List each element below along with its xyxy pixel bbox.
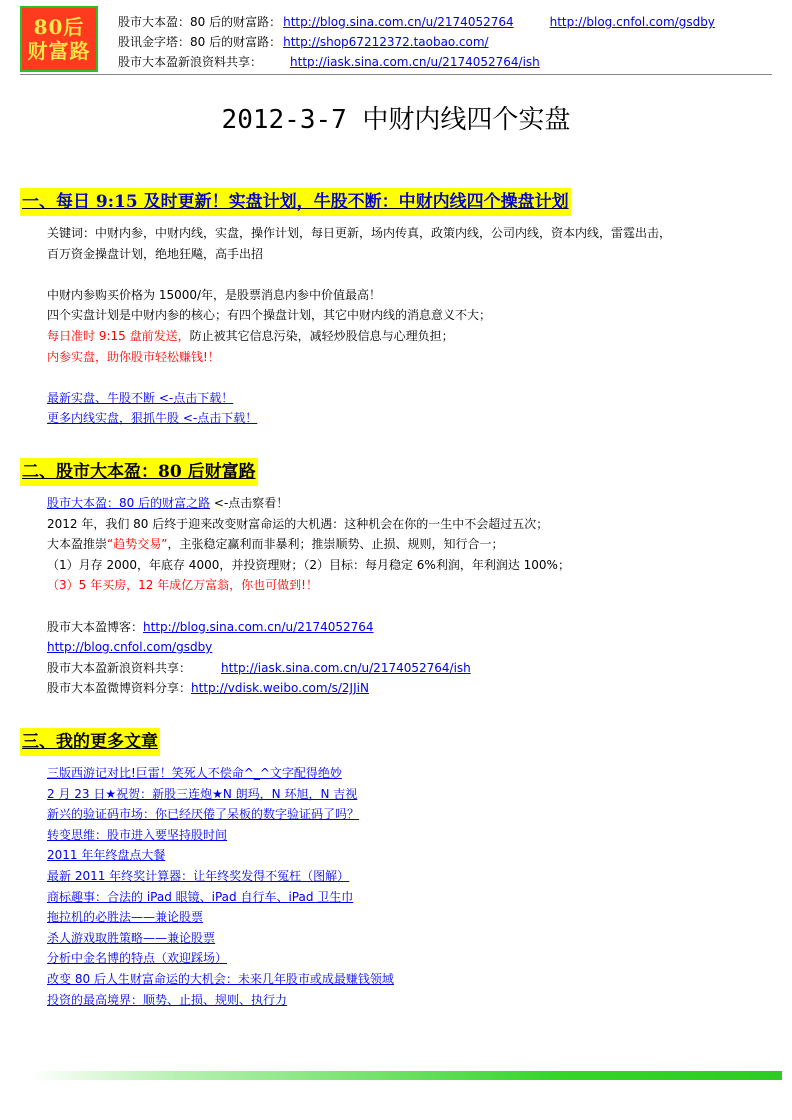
section-1-heading <box>20 188 571 216</box>
header-taobao-link[interactable]: http://shop67212372.taobao.com/ <box>283 35 489 49</box>
header-label-1: 股市大本盈：80 后的财富路： <box>118 15 282 29</box>
article-list <box>47 763 775 1010</box>
list-item <box>47 784 775 805</box>
article-link[interactable]: 2011 年年终盘点大餐 <box>47 848 166 863</box>
iask-label: 股市大本盈新浪资料共享： <box>47 660 192 675</box>
article-link[interactable]: 新兴的验证码市场：你已经厌倦了呆板的数字验证码了吗？ <box>47 807 360 822</box>
weibo-line <box>47 678 775 699</box>
list-item <box>47 763 775 784</box>
list-item <box>47 845 775 866</box>
trend-red: “趋势交易” <box>107 537 168 552</box>
header-iask-link[interactable]: http://iask.sina.com.cn/u/2174052764/ish <box>290 55 540 69</box>
download-line-2 <box>47 408 775 429</box>
road-line <box>47 493 775 514</box>
schedule-text <box>47 326 775 347</box>
header-links <box>118 12 715 72</box>
header-line-2 <box>118 32 715 52</box>
section-1-heading-text: 一、每日 9:15 及时更新！实盘计划，牛股不断：中财内线四个操盘计划 <box>22 192 569 212</box>
schedule-red: 每日准时 9:15 盘前发送， <box>47 328 190 343</box>
list-item <box>47 907 775 928</box>
list-item <box>47 804 775 825</box>
blank-line <box>47 367 775 388</box>
goal-text: （1）月存 2000，年底存 4000，并投资理财；（2）目标：每月稳定 6%利润，年利润达 100%； <box>47 557 570 572</box>
list-item <box>47 948 775 969</box>
article-link[interactable]: 最新 2011 年终奖计算器：让年终奖发得不冤枉（图解） <box>47 868 350 883</box>
slogan-text: 内参实盘，助你股市轻松赚钱!！ <box>47 349 220 364</box>
list-item <box>47 866 775 887</box>
download-line-1 <box>47 388 775 409</box>
download-link-2[interactable]: 更多内线实盘，狠抓牛股 <-点击下载！ <box>47 411 258 426</box>
price-text: 中财内参购买价格为 15000/年，是股票消息内参中价值最高！ <box>47 287 382 302</box>
list-item <box>47 825 775 846</box>
blank-line <box>47 264 775 285</box>
section-3-heading-text: 三、我的更多文章 <box>22 732 158 752</box>
blog-sina-link[interactable]: http://blog.sina.com.cn/u/2174052764 <box>143 619 374 634</box>
section-2-body <box>47 493 775 699</box>
section-2-heading <box>20 458 258 486</box>
list-item <box>47 990 775 1011</box>
blog-label: 股市大本盈博客： <box>47 619 144 634</box>
blank-line <box>47 596 775 617</box>
header-label-3: 股市大本盈新浪资料共享： <box>118 55 263 69</box>
list-item <box>47 928 775 949</box>
header-blog-sina-link[interactable]: http://blog.sina.com.cn/u/2174052764 <box>283 15 514 29</box>
header-line-1 <box>118 12 715 32</box>
list-item <box>47 887 775 908</box>
weibo-label: 股市大本盈微博资料分享： <box>47 681 192 696</box>
logo <box>20 6 98 72</box>
core-text: 四个实盘计划是中财内参的核心；有四个操盘计划，其它中财内线的消息意义不大； <box>47 308 492 323</box>
blog-cnfol-link[interactable]: http://blog.cnfol.com/gsdby <box>47 640 213 655</box>
trend-a: 大本盈推崇 <box>47 537 108 552</box>
schedule-rest: 防止被其它信息污染，减轻炒股信息与心理负担； <box>189 328 454 343</box>
download-link-1[interactable]: 最新实盘、牛股不断 <-点击下载！ <box>47 390 234 405</box>
list-item <box>47 969 775 990</box>
article-link[interactable]: 分析中金名博的特点（欢迎踩场） <box>47 951 228 966</box>
article-link[interactable]: 2 月 23 日★祝贺：新股三连炮★N 朗玛，N 环旭，N 吉视 <box>47 786 358 801</box>
trend-text <box>47 534 775 555</box>
article-link[interactable]: 转变思维：股市进入要坚持股时间 <box>47 827 228 842</box>
wealth-text: （3）5 年买房，12 年成亿万富翁，你也可做到!！ <box>47 578 318 593</box>
section-2-heading-text: 二、股市大本盈：80 后财富路 <box>22 462 256 482</box>
weibo-link[interactable]: http://vdisk.weibo.com/s/2JJiN <box>191 681 369 696</box>
keywords-line-2: 百万资金操盘计划，绝地狂飚，高手出招 <box>47 246 264 261</box>
section-3-heading <box>20 728 160 756</box>
road-link[interactable]: 股市大本盈：80 后的财富之路 <box>47 496 211 510</box>
keywords-line-1: 关键词：中财内参，中财内线，实盘，操作计划，每日更新，场内传真，政策内线，公司内线，资本内线，雷霆出击， <box>47 226 672 240</box>
blog-line <box>47 617 775 638</box>
section-1-body <box>47 223 775 429</box>
iask-line <box>47 658 775 679</box>
opportunity-text: 2012 年，我们 80 后终于迎来改变财富命运的大机遇：这种机会在你的一生中不会超过五次； <box>47 516 549 531</box>
road-link-suffix: <-点击察看！ <box>210 496 289 510</box>
article-link[interactable]: 拖拉机的必胜法——兼论股票 <box>47 910 204 925</box>
footer-gradient-bar <box>30 1071 782 1080</box>
article-link[interactable]: 杀人游戏取胜策略——兼论股票 <box>47 930 216 945</box>
cnfol-line <box>47 637 775 658</box>
trend-b: ，主张稳定赢利而非暴利；推崇顺势、止损、规则，知行合一； <box>167 537 504 552</box>
logo-line-2: 财富路 <box>27 39 91 63</box>
article-link[interactable]: 三版西游记对比!巨雷！笑死人不偿命^_^文字配得绝妙 <box>47 766 342 780</box>
article-link[interactable]: 投资的最高境界：顺势、止损、规则、执行力 <box>47 992 288 1007</box>
iask-link[interactable]: http://iask.sina.com.cn/u/2174052764/ish <box>221 660 471 675</box>
header-label-2: 股讯金字塔：80 后的财富路： <box>118 35 282 49</box>
page-title: 2012-3-7 中财内线四个实盘 <box>221 105 571 135</box>
header-blog-cnfol-link[interactable]: http://blog.cnfol.com/gsdby <box>549 15 715 29</box>
header-divider <box>20 74 772 75</box>
article-link[interactable]: 改变 80 后人生财富命运的大机会：未来几年股市或成最赚钱领域 <box>47 971 394 986</box>
header-line-3 <box>118 52 715 72</box>
article-link[interactable]: 商标趣事：合法的 iPad 眼镜、iPad 自行车、iPad 卫生巾 <box>47 889 354 904</box>
logo-line-1: 80后 <box>33 15 85 39</box>
